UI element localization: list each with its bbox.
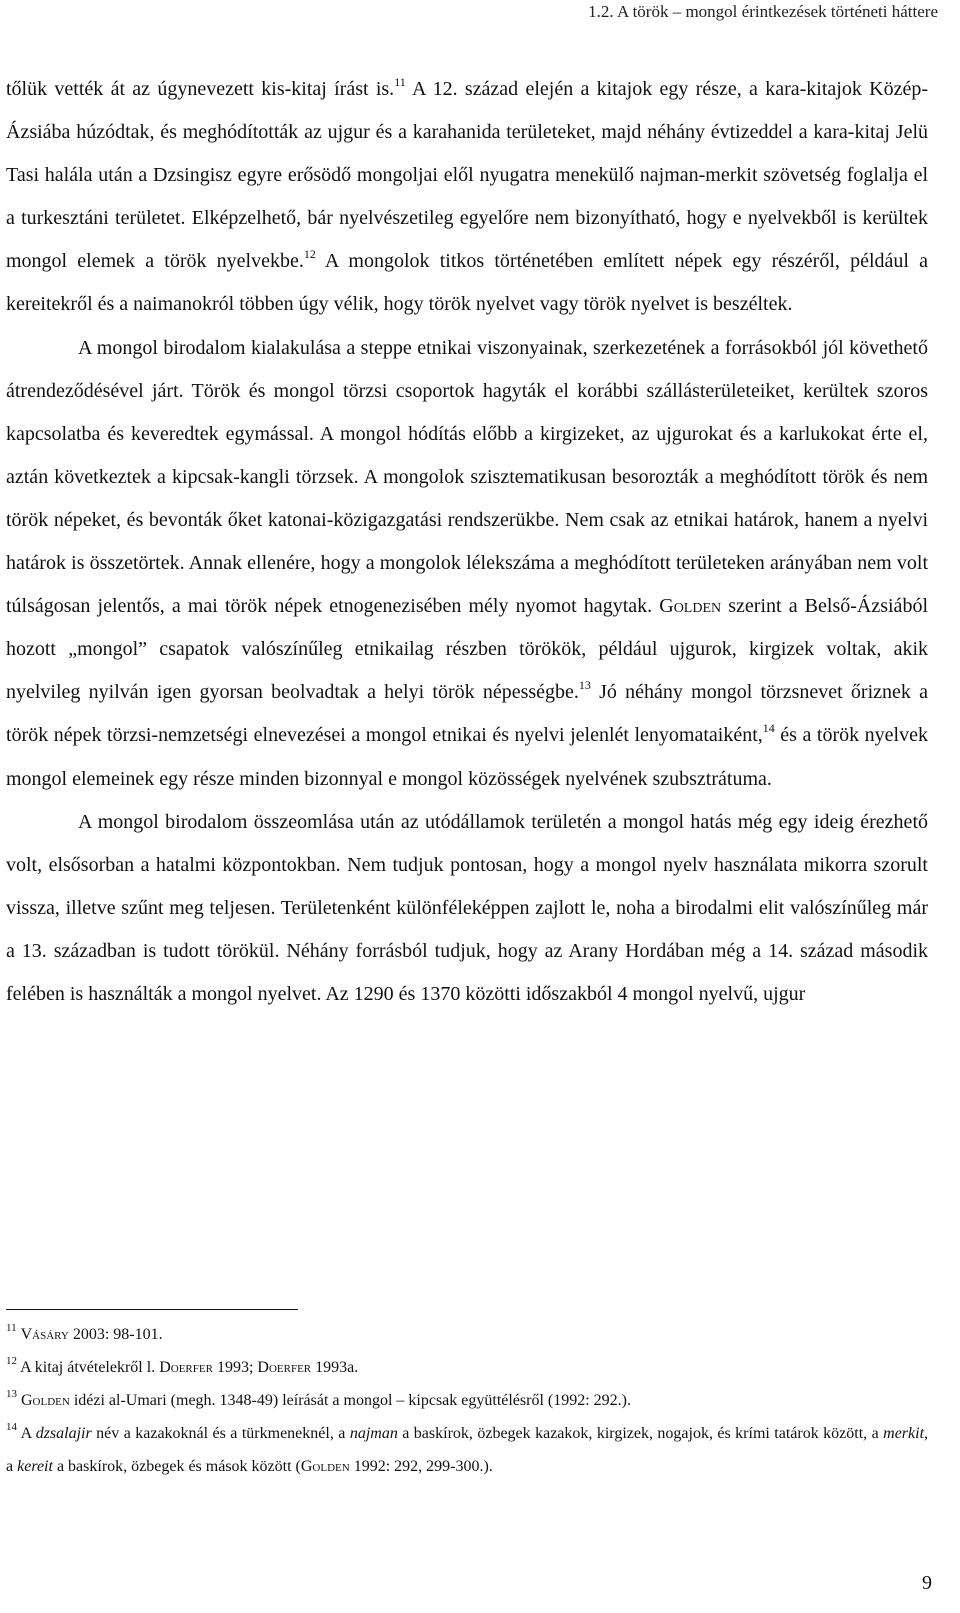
text-run: név a kazakoknál és a türkmeneknél, a	[91, 1425, 350, 1442]
author-name: Golden	[300, 1458, 350, 1475]
footnotes	[6, 1318, 928, 1483]
text-run: a baskírok, özbegek kazakok, kirgizek, nogajok, és krími tatárok között, a	[397, 1425, 884, 1442]
text-run: 1993a.	[311, 1359, 359, 1376]
paragraph	[6, 68, 928, 327]
italic-term: kereit	[17, 1458, 53, 1475]
footnote-ref: 12	[303, 247, 316, 262]
author-name: Doerfer	[159, 1359, 213, 1376]
italic-term: dzsalajir	[35, 1425, 92, 1442]
footnote-ref: 11	[394, 75, 406, 89]
author-name: Golden	[21, 1392, 70, 1409]
footnote-number: 13	[6, 1388, 17, 1400]
footnote	[6, 1351, 928, 1384]
italic-term: merkit	[883, 1425, 925, 1442]
text-run: 2003: 98-101.	[68, 1326, 163, 1343]
author-name: Doerfer	[257, 1359, 312, 1376]
text-run: A 12. század elején a kitajok egy része, a kara-kitajok Közép-Ázsiába húzódtak, és meghódították az ujgur és a karahanida területeket, majd néhány évtizeddel a kara-kitaj Jelü Tasi halála után a Dzsingisz egyre erősödő mongoljai elől nyugatra menekülő najman-merkit szövetség foglalja el a turkesztáni területet. Elképzelhető, bár nyelvészetileg egyelőre nem bizonyítható, hogy e nyelvekből is kerültek mongol elemek a török nyelvekbe.	[6, 78, 928, 273]
text-run: 1993;	[212, 1359, 258, 1376]
paragraph	[6, 801, 928, 1016]
footnote-separator	[6, 1309, 298, 1310]
page-number: 9	[922, 1572, 932, 1594]
text-run: 1992: 292, 299-300.).	[349, 1458, 493, 1475]
italic-term: najman	[349, 1425, 398, 1442]
text-run: Jó néhány mongol törzsnevet őriznek a török népek törzsi-nemzetségi elnevezései a mongol etnikai és nyelvi jelenlét lenyomataiként,	[6, 681, 928, 747]
footnote	[6, 1318, 928, 1351]
footnote-number: 12	[6, 1355, 17, 1367]
text-run: A mongol birodalom kialakulása a steppe etnikai viszonyainak, szerkezetének a forrásokból jól követhető átrendeződésével járt. Török és mongol törzsi csoportok hagyták el korábbi szállásterületeiket, kerültek szoros kapcsolatba és keveredtek egymással. A mongol hódítás előbb a kirgizeket, az ujgurokat és a karlukokat érte el, aztán következtek a kipcsak-kangli törzsek. A mongolok szisztematikusan besorozták a meghódított török és nem török népeket, és bevonták őket katonai-közigazgatási rendszerükbe. Nem csak az etnikai határok, hanem a nyelvi határok is összetörtek. Annak ellenére, hogy a mongolok lélekszáma a meghódított területeken arányában nem volt túlságosan jelentős, a mai török népek etnogenezisében mély nyomot hagytak.	[6, 336, 928, 618]
text-run: A mongolok titkos történetében említett népek egy részéről, például a kereitekről és a naimanokról többen úgy vélik, hogy török nyelvet vagy török nyelvet is beszéltek.	[6, 250, 928, 316]
author-name: Vásáry	[20, 1326, 69, 1343]
footnote-ref: 14	[762, 721, 775, 736]
footnote-number: 11	[6, 1322, 17, 1334]
paragraph	[6, 327, 928, 801]
footnote-ref: 13	[578, 678, 591, 693]
footnote	[6, 1384, 928, 1417]
author-name: Golden	[659, 595, 722, 618]
text-run: A	[20, 1425, 36, 1442]
text-run: A kitaj átvételekről l.	[20, 1359, 160, 1376]
running-header: 1.2. A török – mongol érintkezések történeti háttere	[588, 2, 938, 21]
text-run: , a	[6, 1425, 929, 1475]
body-text	[6, 68, 928, 1016]
text-run: és a török nyelvek mongol elemeinek egy része minden bizonnyal e mongol közösségek nyelvének szubsztrátuma.	[6, 724, 928, 790]
text-run: a baskírok, özbegek és mások között (	[52, 1458, 301, 1475]
text-run: idézi al-Umari (megh. 1348-49) leírását a mongol – kipcsak együttélésről (1992: 292.).	[69, 1392, 632, 1409]
text-run: szerint a Belső-Ázsiából hozott „mongol” csapatok valószínűleg etnikailag részben törökök, például ujgurok, kirgizek voltak, akik nyelvileg nyilván igen gyorsan beolvadtak a helyi török népességbe.	[6, 595, 928, 704]
text-run: A mongol birodalom összeomlása után az utódállamok területén a mongol hatás még egy ideig érezhető volt, elsősorban a hatalmi központokban. Nem tudjuk pontosan, hogy a mongol nyelv használata mikorra szorult vissza, illetve szűnt meg teljesen. Területenként különféleképpen zajlott le, noha a birodalmi elit valószínűleg már a 13. században is tudott törökül. Néhány forrásból tudjuk, hogy az Arany Hordában még a 14. század második felében is használták a mongol nyelvet. Az 1290 és 1370 közötti időszakból 4 mongol nyelvű, ujgur	[6, 810, 928, 1005]
footnote	[6, 1417, 928, 1483]
footnote-number: 14	[6, 1421, 17, 1433]
text-run: tőlük vették át az úgynevezett kis-kitaj írást is.	[6, 78, 395, 100]
